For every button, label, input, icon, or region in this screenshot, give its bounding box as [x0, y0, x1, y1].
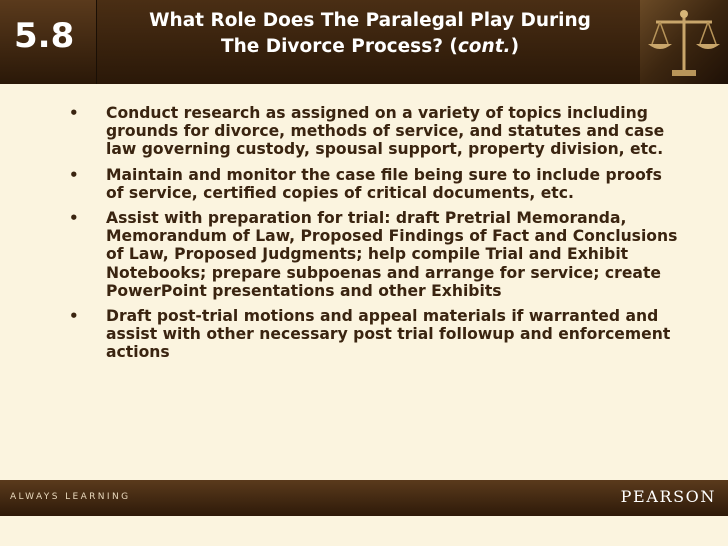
footer-tagline: ALWAYS LEARNING: [10, 492, 131, 502]
bullet-list: [58, 104, 678, 362]
title-line-2-end: ): [510, 36, 520, 57]
bullet-icon: •: [69, 307, 79, 326]
list-item: [58, 209, 678, 300]
title-line-1: What Role Does The Paralegal Play During: [149, 10, 591, 31]
scales-of-justice-graphic: [640, 0, 728, 84]
bullet-icon: •: [69, 209, 79, 228]
list-item: [58, 307, 678, 362]
section-box: [0, 0, 97, 84]
bullet-icon: •: [69, 165, 79, 184]
bullet-content: [58, 104, 678, 369]
bullet-text: Draft post-trial motions and appeal materials if warranted and assist with other necessary post trial followup and enforcement actions: [106, 307, 671, 362]
slide-header: [0, 0, 728, 84]
bullet-text: Maintain and monitor the case file being sure to include proofs of service, certified copies of critical documents, etc.: [106, 165, 662, 202]
slide-title: [110, 8, 630, 60]
title-line-2-main: The Divorce Process? (: [220, 36, 458, 57]
title-line-2-italic: cont.: [457, 36, 511, 57]
bullet-icon: •: [69, 104, 79, 122]
list-item: [58, 104, 678, 159]
list-item: [58, 166, 678, 202]
scales-of-justice-icon: [640, 0, 728, 84]
bullet-text: Assist with preparation for trial: draft Pretrial Memoranda, Memorandum of Law, Proposed Findings of Fact and Conclusions of Law, Proposed Judgments; help compile Trial and Exhibit Notebooks; prepare subpoenas and arrange for service; create PowerPoint presentations and other Exhibits: [106, 209, 678, 300]
slide-footer: [0, 480, 728, 516]
publisher-logo: PEARSON: [620, 487, 716, 506]
bullet-text: Conduct research as assigned on a variety of topics including grounds for divorce, methods of service, and statutes and case law governing custody, spousal support, property division, etc.: [106, 104, 665, 159]
title-line-2: [110, 34, 630, 60]
section-number: 5.8: [14, 16, 75, 56]
